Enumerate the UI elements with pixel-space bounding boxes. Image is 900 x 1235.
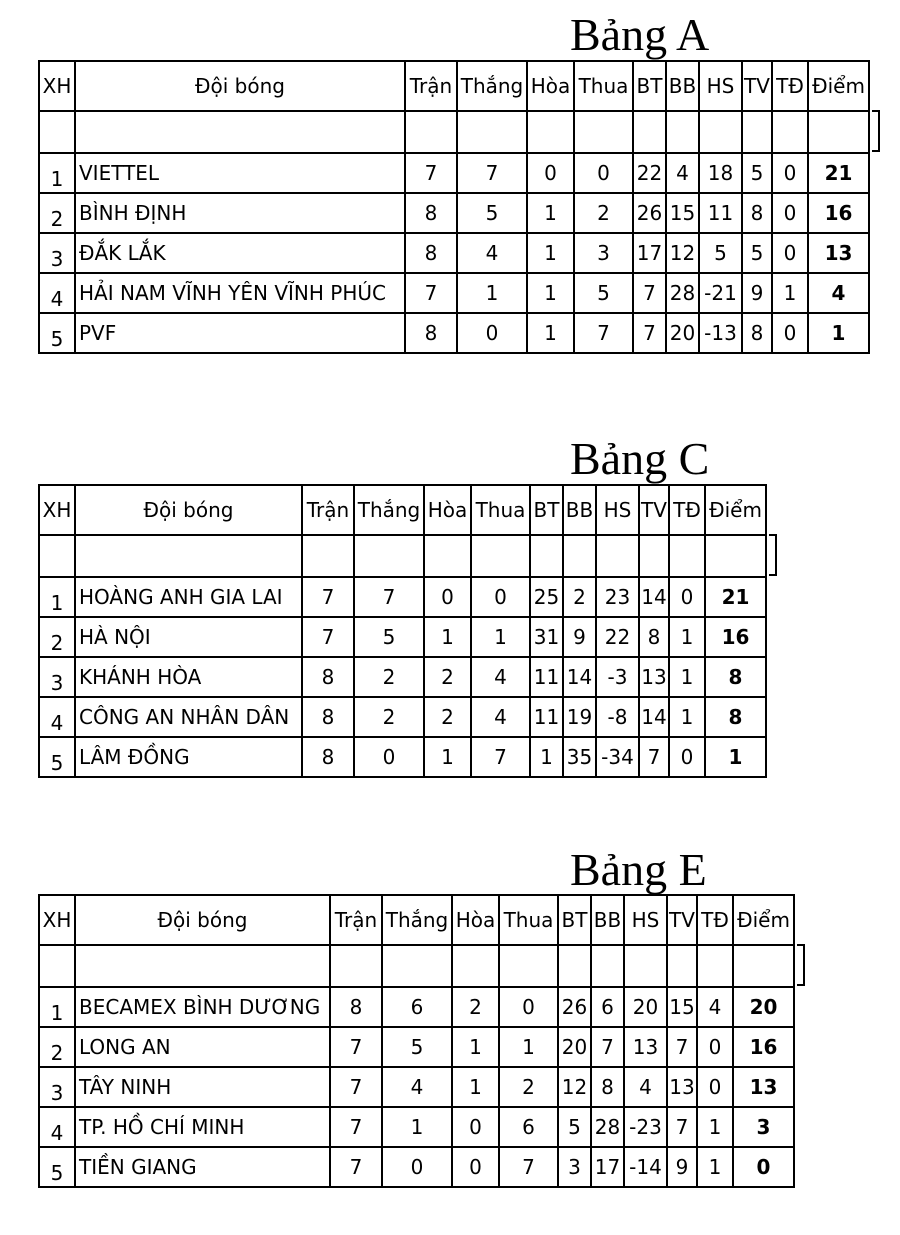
blank-cell bbox=[457, 111, 527, 153]
goals-against-cell: 8 bbox=[591, 1067, 624, 1107]
played-cell: 7 bbox=[330, 1027, 382, 1067]
column-header-red-cards: TĐ bbox=[669, 485, 705, 535]
drawn-cell: 2 bbox=[424, 697, 471, 737]
won-cell: 7 bbox=[457, 153, 527, 193]
lost-cell: 0 bbox=[471, 577, 530, 617]
points-cell: 13 bbox=[808, 233, 869, 273]
team-cell: KHÁNH HÒA bbox=[75, 657, 302, 697]
played-cell: 8 bbox=[405, 193, 457, 233]
rank-cell: 3 bbox=[39, 1067, 75, 1107]
yellow-cards-cell: 5 bbox=[742, 233, 772, 273]
header-row bbox=[39, 895, 794, 945]
won-cell: 4 bbox=[457, 233, 527, 273]
played-cell: 8 bbox=[330, 987, 382, 1027]
won-cell: 0 bbox=[457, 313, 527, 353]
blank-cell bbox=[705, 535, 766, 577]
played-cell: 7 bbox=[330, 1067, 382, 1107]
lost-cell: 7 bbox=[574, 313, 633, 353]
blank-cell bbox=[452, 945, 499, 987]
goals-against-cell: 19 bbox=[563, 697, 596, 737]
team-cell: TP. HỒ CHÍ MINH bbox=[75, 1107, 330, 1147]
points-cell: 0 bbox=[733, 1147, 794, 1187]
goals-against-cell: 20 bbox=[666, 313, 699, 353]
goal-diff-cell: 23 bbox=[596, 577, 639, 617]
goals-against-cell: 4 bbox=[666, 153, 699, 193]
goals-for-cell: 22 bbox=[633, 153, 666, 193]
team-cell: HOÀNG ANH GIA LAI bbox=[75, 577, 302, 617]
yellow-cards-cell: 8 bbox=[639, 617, 669, 657]
column-header-team: Đội bóng bbox=[75, 895, 330, 945]
goals-for-cell: 17 bbox=[633, 233, 666, 273]
goals-for-cell: 31 bbox=[530, 617, 563, 657]
group-c-standings-table bbox=[38, 484, 767, 778]
drawn-cell: 1 bbox=[424, 737, 471, 777]
rank-cell: 4 bbox=[39, 1107, 75, 1147]
won-cell: 7 bbox=[354, 577, 424, 617]
goals-for-cell: 3 bbox=[558, 1147, 591, 1187]
blank-cell bbox=[772, 111, 808, 153]
won-cell: 6 bbox=[382, 987, 452, 1027]
column-header-rank: XH bbox=[39, 61, 75, 111]
rank-cell: 1 bbox=[39, 153, 75, 193]
goal-diff-cell: -8 bbox=[596, 697, 639, 737]
column-header-played: Trận bbox=[302, 485, 354, 535]
blank-cell bbox=[424, 535, 471, 577]
column-header-goals-against: BB bbox=[666, 61, 699, 111]
column-header-drawn: Hòa bbox=[452, 895, 499, 945]
team-cell: TÂY NINH bbox=[75, 1067, 330, 1107]
yellow-cards-cell: 7 bbox=[667, 1027, 697, 1067]
played-cell: 8 bbox=[405, 233, 457, 273]
goals-against-cell: 17 bbox=[591, 1147, 624, 1187]
column-header-played: Trận bbox=[405, 61, 457, 111]
lost-cell: 4 bbox=[471, 657, 530, 697]
goals-for-cell: 20 bbox=[558, 1027, 591, 1067]
yellow-cards-cell: 8 bbox=[742, 193, 772, 233]
yellow-cards-cell: 15 bbox=[667, 987, 697, 1027]
table-row bbox=[39, 1107, 794, 1147]
group-e-table-body bbox=[39, 895, 794, 1187]
points-cell: 4 bbox=[808, 273, 869, 313]
group-a-standings-table bbox=[38, 60, 870, 354]
won-cell: 1 bbox=[457, 273, 527, 313]
goals-against-cell: 12 bbox=[666, 233, 699, 273]
header-row bbox=[39, 485, 766, 535]
team-cell: LONG AN bbox=[75, 1027, 330, 1067]
red-cards-cell: 0 bbox=[669, 737, 705, 777]
blank-cell bbox=[39, 945, 75, 987]
goals-for-cell: 11 bbox=[530, 697, 563, 737]
column-header-goals-against: BB bbox=[563, 485, 596, 535]
drawn-cell: 1 bbox=[527, 313, 574, 353]
rank-cell: 5 bbox=[39, 1147, 75, 1187]
group-c-table-edge bbox=[769, 534, 777, 576]
blank-cell bbox=[639, 535, 669, 577]
drawn-cell: 2 bbox=[452, 987, 499, 1027]
drawn-cell: 2 bbox=[424, 657, 471, 697]
goal-diff-cell: 13 bbox=[624, 1027, 667, 1067]
drawn-cell: 1 bbox=[527, 273, 574, 313]
column-header-goal-diff: HS bbox=[596, 485, 639, 535]
group-a-title: Bảng A bbox=[570, 9, 710, 60]
lost-cell: 0 bbox=[574, 153, 633, 193]
red-cards-cell: 0 bbox=[697, 1027, 733, 1067]
table-row bbox=[39, 577, 766, 617]
yellow-cards-cell: 9 bbox=[667, 1147, 697, 1187]
blank-cell bbox=[667, 945, 697, 987]
rank-cell: 2 bbox=[39, 617, 75, 657]
drawn-cell: 1 bbox=[424, 617, 471, 657]
blank-cell bbox=[591, 945, 624, 987]
red-cards-cell: 1 bbox=[772, 273, 808, 313]
goals-against-cell: 14 bbox=[563, 657, 596, 697]
column-header-points: Điểm bbox=[705, 485, 766, 535]
blank-cell bbox=[405, 111, 457, 153]
team-cell: BÌNH ĐỊNH bbox=[75, 193, 405, 233]
column-header-points: Điểm bbox=[733, 895, 794, 945]
column-header-won: Thắng bbox=[382, 895, 452, 945]
blank-cell bbox=[742, 111, 772, 153]
lost-cell: 6 bbox=[499, 1107, 558, 1147]
rank-cell: 5 bbox=[39, 313, 75, 353]
lost-cell: 7 bbox=[471, 737, 530, 777]
goals-for-cell: 11 bbox=[530, 657, 563, 697]
goal-diff-cell: 20 bbox=[624, 987, 667, 1027]
points-cell: 8 bbox=[705, 657, 766, 697]
yellow-cards-cell: 5 bbox=[742, 153, 772, 193]
rank-cell: 1 bbox=[39, 987, 75, 1027]
column-header-rank: XH bbox=[39, 895, 75, 945]
points-cell: 20 bbox=[733, 987, 794, 1027]
blank-cell bbox=[808, 111, 869, 153]
goals-against-cell: 2 bbox=[563, 577, 596, 617]
goals-against-cell: 7 bbox=[591, 1027, 624, 1067]
column-header-yellow-cards: TV bbox=[742, 61, 772, 111]
goals-against-cell: 28 bbox=[666, 273, 699, 313]
blank-cell bbox=[699, 111, 742, 153]
won-cell: 2 bbox=[354, 657, 424, 697]
group-e-title: Bảng E bbox=[570, 844, 707, 895]
goal-diff-cell: -3 bbox=[596, 657, 639, 697]
header-row bbox=[39, 61, 869, 111]
goals-for-cell: 25 bbox=[530, 577, 563, 617]
won-cell: 5 bbox=[382, 1027, 452, 1067]
blank-row bbox=[39, 535, 766, 577]
blank-cell bbox=[75, 111, 405, 153]
points-cell: 16 bbox=[705, 617, 766, 657]
blank-cell bbox=[596, 535, 639, 577]
lost-cell: 4 bbox=[471, 697, 530, 737]
group-e-table-edge bbox=[797, 944, 805, 986]
red-cards-cell: 1 bbox=[669, 657, 705, 697]
goals-against-cell: 6 bbox=[591, 987, 624, 1027]
played-cell: 7 bbox=[405, 153, 457, 193]
rank-cell: 4 bbox=[39, 697, 75, 737]
won-cell: 0 bbox=[354, 737, 424, 777]
blank-row bbox=[39, 945, 794, 987]
goals-for-cell: 5 bbox=[558, 1107, 591, 1147]
blank-cell bbox=[563, 535, 596, 577]
team-cell: PVF bbox=[75, 313, 405, 353]
lost-cell: 2 bbox=[499, 1067, 558, 1107]
rank-cell: 3 bbox=[39, 233, 75, 273]
goals-against-cell: 9 bbox=[563, 617, 596, 657]
table-row bbox=[39, 273, 869, 313]
drawn-cell: 0 bbox=[527, 153, 574, 193]
column-header-rank: XH bbox=[39, 485, 75, 535]
group-a-table-edge bbox=[872, 110, 880, 152]
drawn-cell: 0 bbox=[452, 1147, 499, 1187]
red-cards-cell: 1 bbox=[669, 617, 705, 657]
won-cell: 1 bbox=[382, 1107, 452, 1147]
goals-against-cell: 35 bbox=[563, 737, 596, 777]
yellow-cards-cell: 14 bbox=[639, 697, 669, 737]
goal-diff-cell: -21 bbox=[699, 273, 742, 313]
column-header-yellow-cards: TV bbox=[639, 485, 669, 535]
drawn-cell: 0 bbox=[452, 1107, 499, 1147]
lost-cell: 1 bbox=[499, 1027, 558, 1067]
column-header-red-cards: TĐ bbox=[772, 61, 808, 111]
goals-for-cell: 1 bbox=[530, 737, 563, 777]
goal-diff-cell: -23 bbox=[624, 1107, 667, 1147]
blank-row bbox=[39, 111, 869, 153]
column-header-lost: Thua bbox=[499, 895, 558, 945]
drawn-cell: 0 bbox=[424, 577, 471, 617]
points-cell: 13 bbox=[733, 1067, 794, 1107]
yellow-cards-cell: 13 bbox=[639, 657, 669, 697]
won-cell: 4 bbox=[382, 1067, 452, 1107]
team-cell: HÀ NỘI bbox=[75, 617, 302, 657]
red-cards-cell: 0 bbox=[669, 577, 705, 617]
goal-diff-cell: 11 bbox=[699, 193, 742, 233]
won-cell: 5 bbox=[457, 193, 527, 233]
blank-cell bbox=[733, 945, 794, 987]
table-row bbox=[39, 1147, 794, 1187]
lost-cell: 5 bbox=[574, 273, 633, 313]
column-header-drawn: Hòa bbox=[424, 485, 471, 535]
red-cards-cell: 1 bbox=[697, 1107, 733, 1147]
blank-cell bbox=[302, 535, 354, 577]
rank-cell: 2 bbox=[39, 193, 75, 233]
blank-cell bbox=[75, 535, 302, 577]
goal-diff-cell: 22 bbox=[596, 617, 639, 657]
blank-cell bbox=[499, 945, 558, 987]
blank-cell bbox=[39, 111, 75, 153]
goal-diff-cell: 5 bbox=[699, 233, 742, 273]
yellow-cards-cell: 9 bbox=[742, 273, 772, 313]
points-cell: 8 bbox=[705, 697, 766, 737]
won-cell: 5 bbox=[354, 617, 424, 657]
table-row bbox=[39, 617, 766, 657]
table-row bbox=[39, 1027, 794, 1067]
yellow-cards-cell: 7 bbox=[639, 737, 669, 777]
rank-cell: 3 bbox=[39, 657, 75, 697]
blank-cell bbox=[530, 535, 563, 577]
column-header-lost: Thua bbox=[574, 61, 633, 111]
blank-cell bbox=[633, 111, 666, 153]
goal-diff-cell: -14 bbox=[624, 1147, 667, 1187]
blank-cell bbox=[39, 535, 75, 577]
played-cell: 7 bbox=[405, 273, 457, 313]
drawn-cell: 1 bbox=[527, 233, 574, 273]
drawn-cell: 1 bbox=[527, 193, 574, 233]
blank-cell bbox=[574, 111, 633, 153]
played-cell: 7 bbox=[302, 577, 354, 617]
played-cell: 7 bbox=[302, 617, 354, 657]
goals-for-cell: 12 bbox=[558, 1067, 591, 1107]
played-cell: 7 bbox=[330, 1107, 382, 1147]
team-cell: VIETTEL bbox=[75, 153, 405, 193]
yellow-cards-cell: 7 bbox=[667, 1107, 697, 1147]
yellow-cards-cell: 13 bbox=[667, 1067, 697, 1107]
red-cards-cell: 1 bbox=[697, 1147, 733, 1187]
table-row bbox=[39, 313, 869, 353]
column-header-points: Điểm bbox=[808, 61, 869, 111]
blank-cell bbox=[669, 535, 705, 577]
column-header-played: Trận bbox=[330, 895, 382, 945]
blank-cell bbox=[624, 945, 667, 987]
red-cards-cell: 0 bbox=[772, 313, 808, 353]
yellow-cards-cell: 14 bbox=[639, 577, 669, 617]
table-row bbox=[39, 153, 869, 193]
team-cell: BECAMEX BÌNH DƯƠNG bbox=[75, 987, 330, 1027]
goals-for-cell: 7 bbox=[633, 273, 666, 313]
rank-cell: 2 bbox=[39, 1027, 75, 1067]
team-cell: LÂM ĐỒNG bbox=[75, 737, 302, 777]
lost-cell: 2 bbox=[574, 193, 633, 233]
team-cell: HẢI NAM VĨNH YÊN VĨNH PHÚC bbox=[75, 273, 405, 313]
red-cards-cell: 0 bbox=[772, 193, 808, 233]
column-header-team: Đội bóng bbox=[75, 61, 405, 111]
group-e-standings-table bbox=[38, 894, 795, 1188]
points-cell: 1 bbox=[705, 737, 766, 777]
won-cell: 0 bbox=[382, 1147, 452, 1187]
goals-against-cell: 15 bbox=[666, 193, 699, 233]
blank-cell bbox=[330, 945, 382, 987]
column-header-goals-for: BT bbox=[558, 895, 591, 945]
column-header-goals-for: BT bbox=[633, 61, 666, 111]
column-header-won: Thắng bbox=[457, 61, 527, 111]
table-row bbox=[39, 233, 869, 273]
red-cards-cell: 0 bbox=[772, 233, 808, 273]
points-cell: 16 bbox=[808, 193, 869, 233]
points-cell: 21 bbox=[705, 577, 766, 617]
lost-cell: 1 bbox=[471, 617, 530, 657]
team-cell: CÔNG AN NHÂN DÂN bbox=[75, 697, 302, 737]
goals-against-cell: 28 bbox=[591, 1107, 624, 1147]
red-cards-cell: 1 bbox=[669, 697, 705, 737]
team-cell: TIỀN GIANG bbox=[75, 1147, 330, 1187]
red-cards-cell: 0 bbox=[772, 153, 808, 193]
column-header-drawn: Hòa bbox=[527, 61, 574, 111]
table-row bbox=[39, 1067, 794, 1107]
points-cell: 3 bbox=[733, 1107, 794, 1147]
rank-cell: 4 bbox=[39, 273, 75, 313]
table-row bbox=[39, 737, 766, 777]
team-cell: ĐẮK LẮK bbox=[75, 233, 405, 273]
goal-diff-cell: -34 bbox=[596, 737, 639, 777]
red-cards-cell: 0 bbox=[697, 1067, 733, 1107]
points-cell: 16 bbox=[733, 1027, 794, 1067]
lost-cell: 3 bbox=[574, 233, 633, 273]
goals-for-cell: 7 bbox=[633, 313, 666, 353]
played-cell: 7 bbox=[330, 1147, 382, 1187]
rank-cell: 1 bbox=[39, 577, 75, 617]
table-row bbox=[39, 193, 869, 233]
drawn-cell: 1 bbox=[452, 1067, 499, 1107]
goal-diff-cell: 4 bbox=[624, 1067, 667, 1107]
yellow-cards-cell: 8 bbox=[742, 313, 772, 353]
column-header-team: Đội bóng bbox=[75, 485, 302, 535]
group-a-table-body bbox=[39, 61, 869, 353]
blank-cell bbox=[666, 111, 699, 153]
column-header-lost: Thua bbox=[471, 485, 530, 535]
played-cell: 8 bbox=[302, 697, 354, 737]
table-row bbox=[39, 697, 766, 737]
table-row bbox=[39, 657, 766, 697]
won-cell: 2 bbox=[354, 697, 424, 737]
goal-diff-cell: -13 bbox=[699, 313, 742, 353]
red-cards-cell: 4 bbox=[697, 987, 733, 1027]
column-header-goal-diff: HS bbox=[699, 61, 742, 111]
lost-cell: 0 bbox=[499, 987, 558, 1027]
goals-for-cell: 26 bbox=[633, 193, 666, 233]
blank-cell bbox=[354, 535, 424, 577]
played-cell: 8 bbox=[405, 313, 457, 353]
blank-cell bbox=[471, 535, 530, 577]
drawn-cell: 1 bbox=[452, 1027, 499, 1067]
column-header-goals-for: BT bbox=[530, 485, 563, 535]
goal-diff-cell: 18 bbox=[699, 153, 742, 193]
blank-cell bbox=[527, 111, 574, 153]
column-header-yellow-cards: TV bbox=[667, 895, 697, 945]
played-cell: 8 bbox=[302, 737, 354, 777]
column-header-goal-diff: HS bbox=[624, 895, 667, 945]
blank-cell bbox=[75, 945, 330, 987]
group-c-title: Bảng C bbox=[570, 433, 710, 484]
played-cell: 8 bbox=[302, 657, 354, 697]
group-c-table-body bbox=[39, 485, 766, 777]
blank-cell bbox=[382, 945, 452, 987]
lost-cell: 7 bbox=[499, 1147, 558, 1187]
table-row bbox=[39, 987, 794, 1027]
column-header-goals-against: BB bbox=[591, 895, 624, 945]
blank-cell bbox=[558, 945, 591, 987]
rank-cell: 5 bbox=[39, 737, 75, 777]
column-header-red-cards: TĐ bbox=[697, 895, 733, 945]
blank-cell bbox=[697, 945, 733, 987]
points-cell: 21 bbox=[808, 153, 869, 193]
points-cell: 1 bbox=[808, 313, 869, 353]
column-header-won: Thắng bbox=[354, 485, 424, 535]
goals-for-cell: 26 bbox=[558, 987, 591, 1027]
